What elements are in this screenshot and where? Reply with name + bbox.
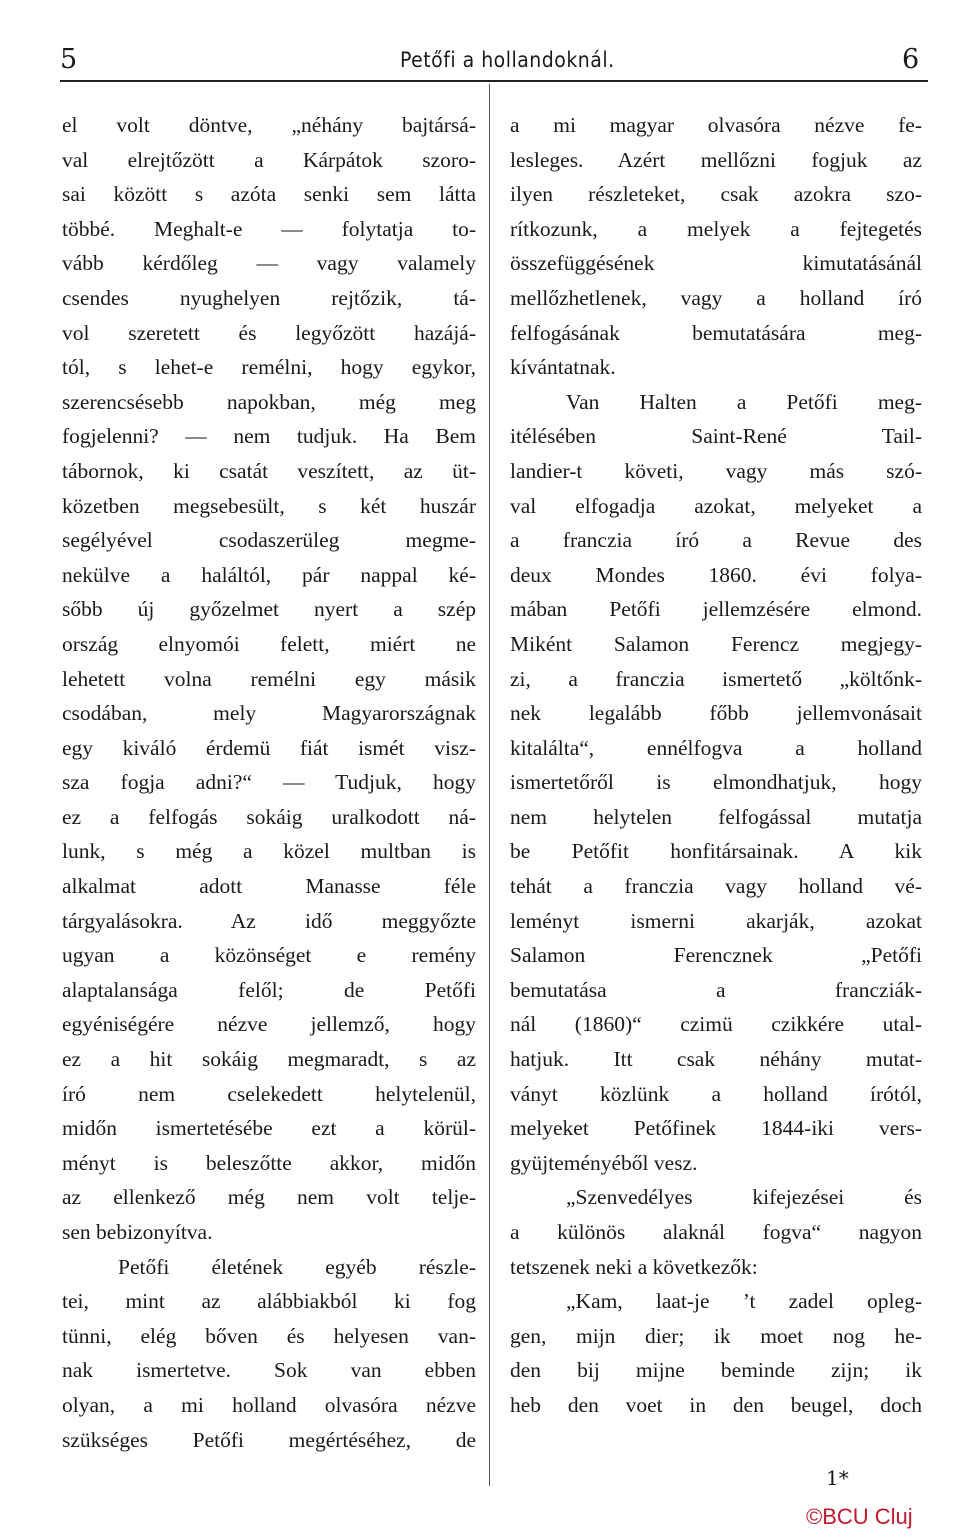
page-header bbox=[0, 44, 960, 84]
text-line: den bij mijne beminde zijn; ik bbox=[510, 1358, 922, 1383]
text-line: „Szenvedélyes kifejezései és bbox=[566, 1185, 922, 1210]
text-line: ilyen részleteket, csak azokra szo- bbox=[510, 182, 922, 207]
text-line: sőbb új győzelmet nyert a szép bbox=[62, 597, 476, 622]
text-line: hatjuk. Itt csak néhány mutat- bbox=[510, 1047, 922, 1072]
text-line: midőn ismertetésébe ezt a körül- bbox=[62, 1116, 476, 1141]
text-line: mellőzhetlenek, vagy a holland író bbox=[510, 285, 922, 310]
text-line: lunk, s még a közel multban is bbox=[62, 839, 476, 864]
text-line: Van Halten a Petőfi meg- bbox=[566, 389, 922, 414]
text-line: „Kam, laat-je ’t zadel opleg- bbox=[566, 1289, 922, 1314]
text-line: egyéniségére nézve jellemző, hogy bbox=[62, 1012, 476, 1037]
text-line: ország elnyomói felett, miért ne bbox=[62, 631, 476, 656]
text-line: el volt döntve, „néhány bajtársá- bbox=[62, 113, 476, 137]
text-line: ványt közlünk a holland írótól, bbox=[510, 1081, 922, 1106]
text-line: segélyével csodaszerüleg megme- bbox=[62, 528, 476, 553]
running-title: Petőfi a hollandoknál. bbox=[400, 48, 615, 72]
text-line: olyan, a mi holland olvasóra nézve bbox=[62, 1392, 476, 1417]
text-line: tárgyalásokra. Az idő meggyőzte bbox=[62, 908, 476, 933]
text-line: melyeket Petőfinek 1844-iki vers- bbox=[510, 1116, 922, 1141]
text-line: közetben megsebesült, s két huszár bbox=[62, 493, 476, 518]
text-line: tetszenek neki a következők: bbox=[510, 1254, 758, 1279]
text-line: ugyan a közönséget e remény bbox=[62, 943, 476, 968]
text-line: nekülve a haláltól, pár nappal ké- bbox=[62, 562, 476, 587]
text-line: sza fogja adni?“ — Tudjuk, hogy bbox=[62, 770, 476, 795]
text-line: gen, mijn dier; ik moet nog he- bbox=[510, 1323, 922, 1348]
text-line: ismertetőről is elmondhatjuk, hogy bbox=[510, 770, 922, 795]
text-line: ez a felfogás sokáig uralkodott ná- bbox=[62, 804, 476, 829]
column-divider bbox=[489, 84, 490, 1486]
text-line: mában Petőfi jellemzésére elmond. bbox=[510, 597, 922, 622]
text-line: csodában, mely Magyarországnak bbox=[62, 701, 476, 726]
text-line: fogjelenni? — nem tudjuk. Ha Bem bbox=[62, 424, 476, 449]
text-line: heb den voet in den beugel, doch bbox=[510, 1392, 922, 1417]
text-line: kívántatnak. bbox=[510, 355, 616, 380]
text-line: az ellenkező még nem volt telje- bbox=[62, 1185, 476, 1210]
text-line: lesleges. Azért mellőzni fogjuk az bbox=[510, 147, 922, 172]
text-line: sen bebizonyítva. bbox=[62, 1220, 213, 1244]
right-column bbox=[510, 108, 922, 1423]
text-line: tünni, elég bőven és helyesen van- bbox=[62, 1323, 476, 1348]
text-line: szükséges Petőfi megértéséhez, de bbox=[62, 1427, 476, 1452]
left-column bbox=[62, 108, 476, 1457]
text-line: összefüggésének kimutatásánál bbox=[510, 251, 922, 276]
library-watermark: ©BCU Cluj bbox=[806, 1504, 913, 1529]
text-line: gyüjteményéből vesz. bbox=[510, 1150, 698, 1175]
text-line: val elfogadja azokat, melyeket a bbox=[510, 493, 922, 518]
text-line: nek legalább főbb jellemvonásait bbox=[510, 701, 922, 726]
text-line: egy kiváló érdemü fiát ismét visz- bbox=[62, 735, 476, 760]
text-line: vol szeretett és legyőzött hazájá- bbox=[62, 320, 476, 345]
text-line: Miként Salamon Ferencz megjegy- bbox=[510, 631, 922, 656]
text-line: tábornok, ki csatát veszített, az üt- bbox=[62, 458, 476, 483]
text-line: Petőfi életének egyéb részle- bbox=[118, 1254, 476, 1279]
text-line: többé. Meghalt-e — folytatja to- bbox=[62, 216, 476, 241]
text-line: sai között s azóta senki sem látta bbox=[62, 182, 476, 207]
text-line: kitalálta“, ennélfogva a holland bbox=[510, 735, 922, 760]
left-page-number: 5 bbox=[60, 44, 78, 75]
text-line: nál (1860)“ czimü czikkére utal- bbox=[510, 1012, 922, 1037]
text-line: Salamon Ferencznek „Petőfi bbox=[510, 943, 922, 968]
text-line: bemutatása a francziák- bbox=[510, 977, 922, 1002]
text-line: vább kérdőleg — vagy valamely bbox=[62, 251, 476, 276]
text-line: tól, s lehet-e remélni, hogy egykor, bbox=[62, 355, 476, 380]
text-line: alaptalansága felől; de Petőfi bbox=[62, 977, 476, 1002]
text-line: landier-t követi, vagy más szó- bbox=[510, 458, 922, 483]
text-line: be Petőfit honfitársainak. A kik bbox=[510, 839, 922, 864]
text-line: nak ismertetve. Sok van ebben bbox=[62, 1358, 476, 1383]
header-rule bbox=[60, 80, 928, 82]
text-line: rítkozunk, a melyek a fejtegetés bbox=[510, 216, 922, 241]
text-line: zi, a franczia ismertető „költőnk- bbox=[510, 666, 922, 691]
signature-mark: 1* bbox=[826, 1466, 849, 1490]
text-line: itélésében Saint-René Tail- bbox=[510, 424, 922, 449]
text-line: a mi magyar olvasóra nézve fe- bbox=[510, 113, 922, 137]
text-line: deux Mondes 1860. évi folya- bbox=[510, 562, 922, 587]
text-line: a különös alaknál fogva“ nagyon bbox=[510, 1220, 922, 1244]
text-line: a franczia író a Revue des bbox=[510, 528, 922, 553]
text-line: alkalmat adott Manasse féle bbox=[62, 874, 476, 899]
text-line: ez a hit sokáig megmaradt, s az bbox=[62, 1047, 476, 1072]
text-line: szerencsésebb napokban, még meg bbox=[62, 389, 476, 414]
text-line: nem helytelen felfogással mutatja bbox=[510, 804, 922, 829]
text-line: tei, mint az alábbiakból ki fog bbox=[62, 1289, 476, 1314]
text-line: val elrejtőzött a Kárpátok szoro- bbox=[62, 147, 476, 172]
text-line: ményt is beleszőtte akkor, midőn bbox=[62, 1150, 476, 1175]
text-line: író nem cselekedett helytelenül, bbox=[62, 1081, 476, 1106]
text-line: tehát a franczia vagy holland vé- bbox=[510, 874, 922, 899]
text-line: leményt ismerni akarják, azokat bbox=[510, 908, 922, 933]
text-line: felfogásának bemutatására meg- bbox=[510, 320, 922, 345]
text-line: csendes nyughelyen rejtőzik, tá- bbox=[62, 285, 476, 310]
right-page-number: 6 bbox=[902, 44, 920, 75]
text-line: lehetett volna remélni egy másik bbox=[62, 666, 476, 691]
